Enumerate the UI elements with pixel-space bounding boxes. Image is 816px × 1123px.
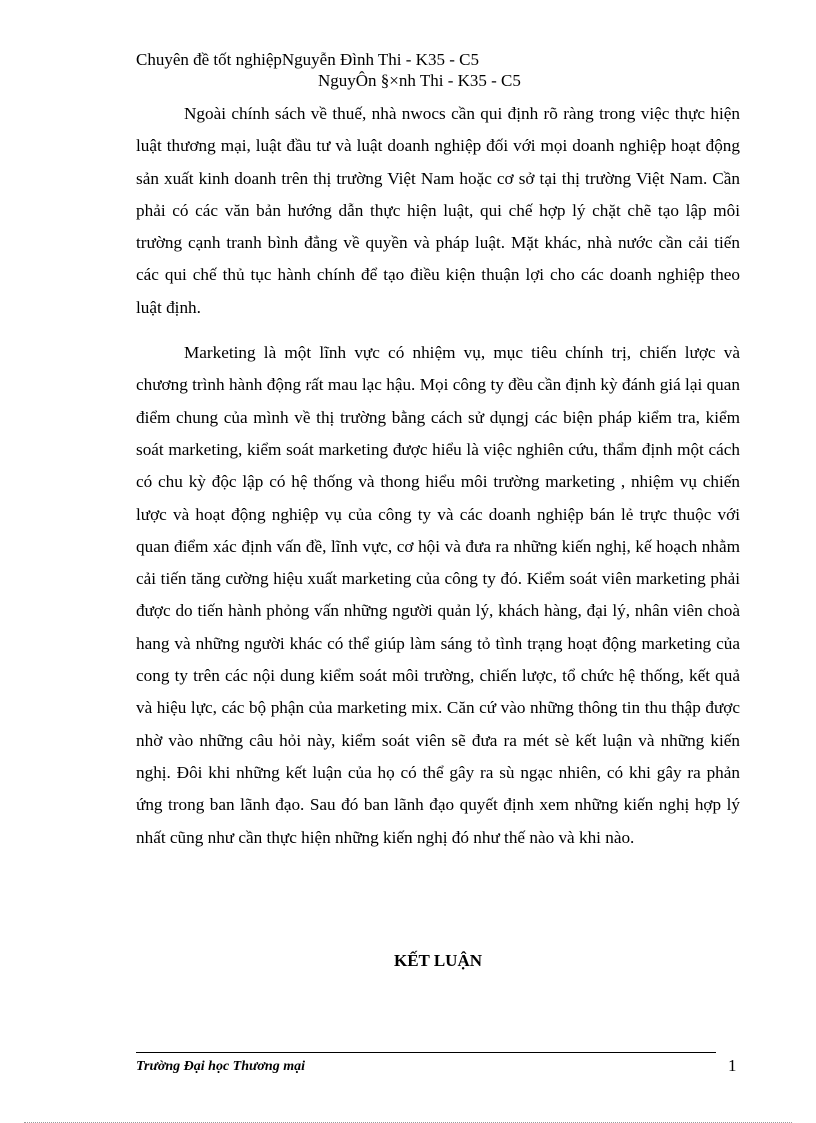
body-text	[136, 98, 740, 854]
paragraph-marketing-control: Marketing là một lĩnh vực có nhiệm vụ, mục tiêu chính trị, chiến lược và chương trình hành động rất mau lạc hậu. Mọi công ty đều cần định kỳ đánh giá lại quan điểm chung của mình về thị trường bằng cách sử dụngj các biện pháp kiểm tra, kiểm soát marketing, kiểm soát marketing được hiểu là việc nghiên cứu, thẩm định một cách có chu kỳ độc lập có hệ thống và thong hiểu môi trường marketing , nhiệm vụ chiến lược và hoạt động nghiệp vụ của công ty và các doanh nghiệp bán lẻ trực thuộc với quan điểm xác định vấn đề, lĩnh vực, cơ hội và đưa ra những kiến nghị, kế hoạch nhằm cải tiến tăng cường hiệu xuất marketing của công ty đó. Kiểm soát viên marketing phải được do tiến hành phỏng vấn những người quản lý, khách hàng, đại lý, nhân viên choà hang và những người khác có thể giúp làm sáng tỏ tình trạng hoạt động marketing của cong ty trên các nội dung kiểm soát môi trường, chiến lược, tổ chức hệ thống, kết quả và hiệu lực, các bộ phận của marketing mix. Căn cứ vào những thông tin thu thập được nhờ vào những câu hỏi này, kiểm soát viên sẽ đưa ra mét sè kết luận và những kiến nghị. Đôi khi những kết luận của họ có thể gây ra sù ngạc nhiên, có khi gây ra phản ứng trong ban lãnh đạo. Sau đó ban lãnh đạo quyết định xem những kiến nghị hợp lý nhất cũng như cần thực hiện những kiến nghị đó như thế nào và khi nào.	[136, 343, 740, 847]
running-header: Chuyên đề tốt nghiệpNguyễn Đình Thi - K35 - C5	[136, 50, 479, 69]
paragraph-tax-policy: Ngoài chính sách về thuế, nhà nwocs cần qui định rõ ràng trong việc thực hiện luật thương mại, luật đầu tư và luật doanh nghiệp đối với mọi doanh nghiệp hoạt động sản xuất kinh doanh trên thị trường Việt Nam hoặc cơ sở tại thị trường Việt Nam. Cần phải có các văn bản hướng dẫn thực hiện luật, qui chế hợp lý chặt chẽ tạo lập môi trường cạnh tranh bình đẳng về quyền và pháp luật. Mặt khác, nhà nước cần cải tiến các qui chế thủ tục hành chính để tạo điều kiện thuận lợi cho các doanh nghiệp theo luật định.	[136, 104, 740, 317]
section-heading-conclusion: KẾT LUẬN	[393, 951, 482, 970]
page-number: 1	[728, 1056, 737, 1075]
footer-divider	[136, 1052, 716, 1053]
running-header-garbled: NguyÔn §×nh Thi - K35 - C5	[318, 71, 521, 90]
footer-school-name: Trường Đại học Thương mại	[136, 1059, 305, 1074]
